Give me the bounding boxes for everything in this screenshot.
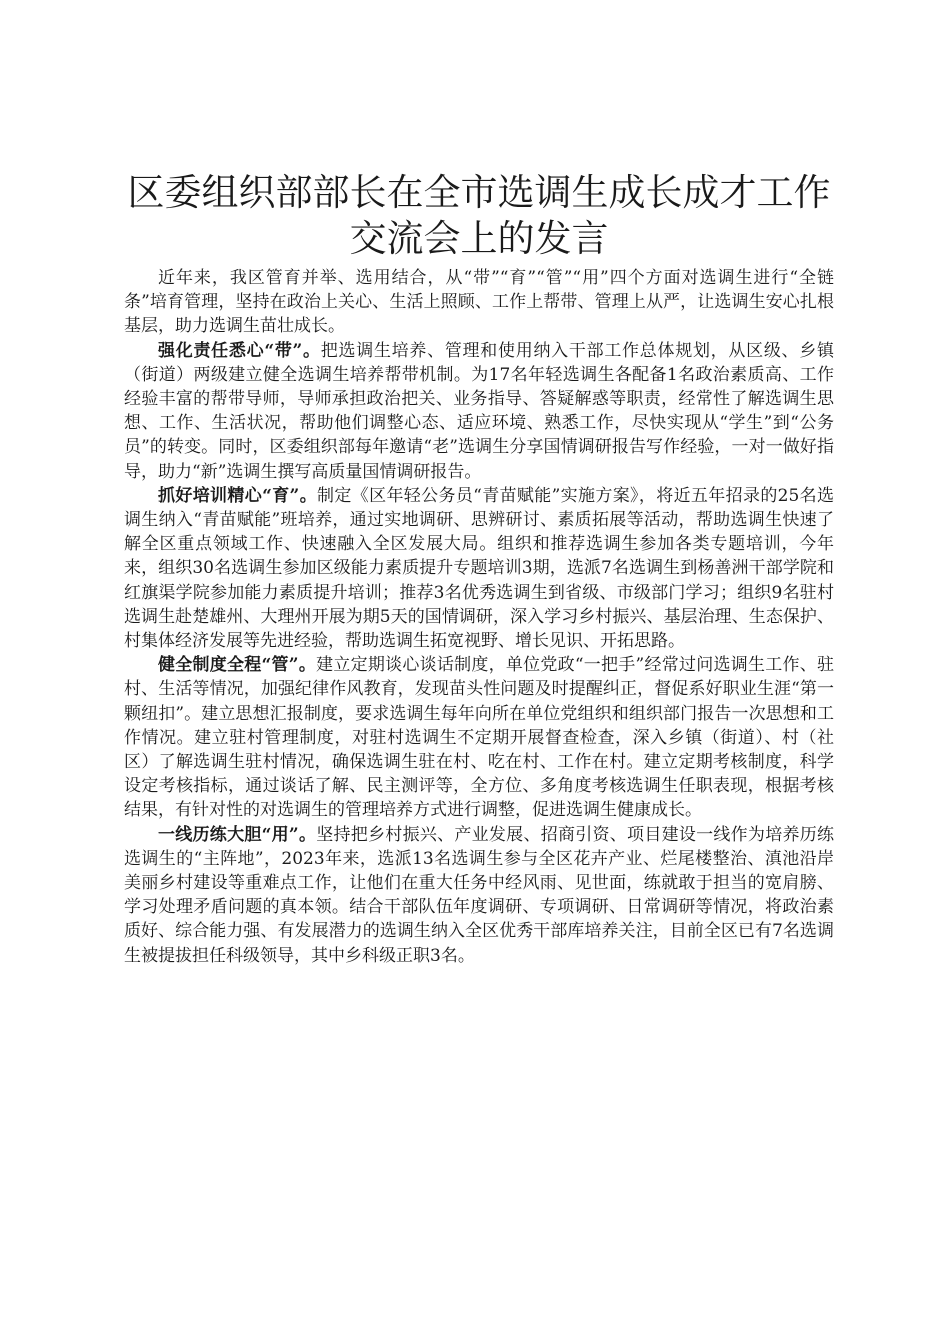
section-body-yu: 制定《区年轻公务员“青苗赋能”实施方案》，将近五年招录的25名选调生纳入“青苗赋能”班培养，通过实地调研、思辨研讨、素质拓展等活动，帮助选调生快速了解全区重点领域工作、快速融入全区发展大局。组织和推荐选调生参加各类专题培训，今年来，组织30名选调生参加区级能力素质提升专题培训3期，选派7名选调生到杨善洲干部学院和红旗渠学院参加能力素质提升培训；推荐3名优秀选调生到省级、市级部门学习；组织9名驻村选调生赴楚雄州、大理州开展为期5天的国情调研，深入学习乡村振兴、基层治理、生态保护、村集体经济发展等先进经验，帮助选调生拓宽视野、增长见识、开拓思路。 bbox=[124, 485, 835, 652]
document-title: 区委组织部部长在全市选调生成长成才工作交流会上的发言 bbox=[127, 171, 831, 260]
section-heading-yong: 一线历练大胆“用”。 bbox=[158, 824, 317, 845]
section-paragraph-dai bbox=[124, 339, 834, 484]
section-heading-guan: 健全制度全程“管”。 bbox=[158, 655, 317, 676]
section-body-yong: 坚持把乡村振兴、产业发展、招商引资、项目建设一线作为培养历练选调生的“主阵地”，2023年来，选派13名选调生参与全区花卉产业、烂尾楼整治、滇池沿岸美丽乡村建设等重难点工作，让他们在重大任务中经风雨、见世面，练就敢于担当的宽肩膀、学习处理矛盾问题的真本领。结合干部队伍年度调研、专项调研、日常调研等情况，将政治素质好、综合能力强、有发展潜力的选调生纳入全区优秀干部库培养关注，目前全区已有7名选调生被提拔担任科级领导，其中乡科级正职3名。 bbox=[124, 824, 834, 966]
section-heading-yu: 抓好培训精心“育”。 bbox=[158, 485, 318, 506]
section-body-guan: 建立定期谈心谈话制度，单位党政“一把手”经常过问选调生工作、驻村、生活等情况，加强纪律作风教育，发现苗头性问题及时提醒纠正，督促系好职业生涯“第一颗纽扣”。建立思想汇报制度，要求选调生每年向所在单位党组织和组织部门报告一次思想和工作情况。建立驻村管理制度，对驻村选调生不定期开展督查检查，深入乡镇（街道）、村（社区）了解选调生驻村情况，确保选调生驻在村、吃在村、工作在村。建立定期考核制度，科学设定考核指标，通过谈话了解、民主测评等，全方位、多角度考核选调生任职表现，根据考核结果，有针对性的对选调生的管理培养方式进行调整，促进选调生健康成长。 bbox=[124, 655, 834, 821]
section-paragraph-yu bbox=[124, 484, 834, 653]
intro-paragraph: 近年来，我区管育并举、选用结合，从“带”“育”“管”“用”四个方面对选调生进行“全链条”培育管理，坚持在政治上关心、生活上照顾、工作上帮带、管理上从严，让选调生安心扎根基层，助力选调生苗壮成长。 bbox=[124, 268, 834, 337]
section-body-dai: 把选调生培养、管理和使用纳入干部工作总体规划，从区级、乡镇（街道）两级建立健全选调生培养帮带机制。为17名年轻选调生各配备1名政治素质高、工作经验丰富的帮带导师，导师承担政治把关、业务指导、答疑解惑等职责，经常性了解选调生思想、工作、生活状况，帮助他们调整心态、适应环境、熟悉工作，尽快实现从“学生”到“公务员”的转变。同时，区委组织部每年邀请“老”选调生分享国情调研报告写作经验，一对一做好指导，助力“新”选调生撰写高质量国情调研报告。 bbox=[124, 340, 834, 482]
document-page bbox=[124, 170, 834, 968]
section-heading-dai: 强化责任悉心“带”。 bbox=[158, 340, 321, 361]
section-paragraph-yong bbox=[124, 823, 834, 968]
section-paragraph-guan bbox=[124, 653, 834, 822]
